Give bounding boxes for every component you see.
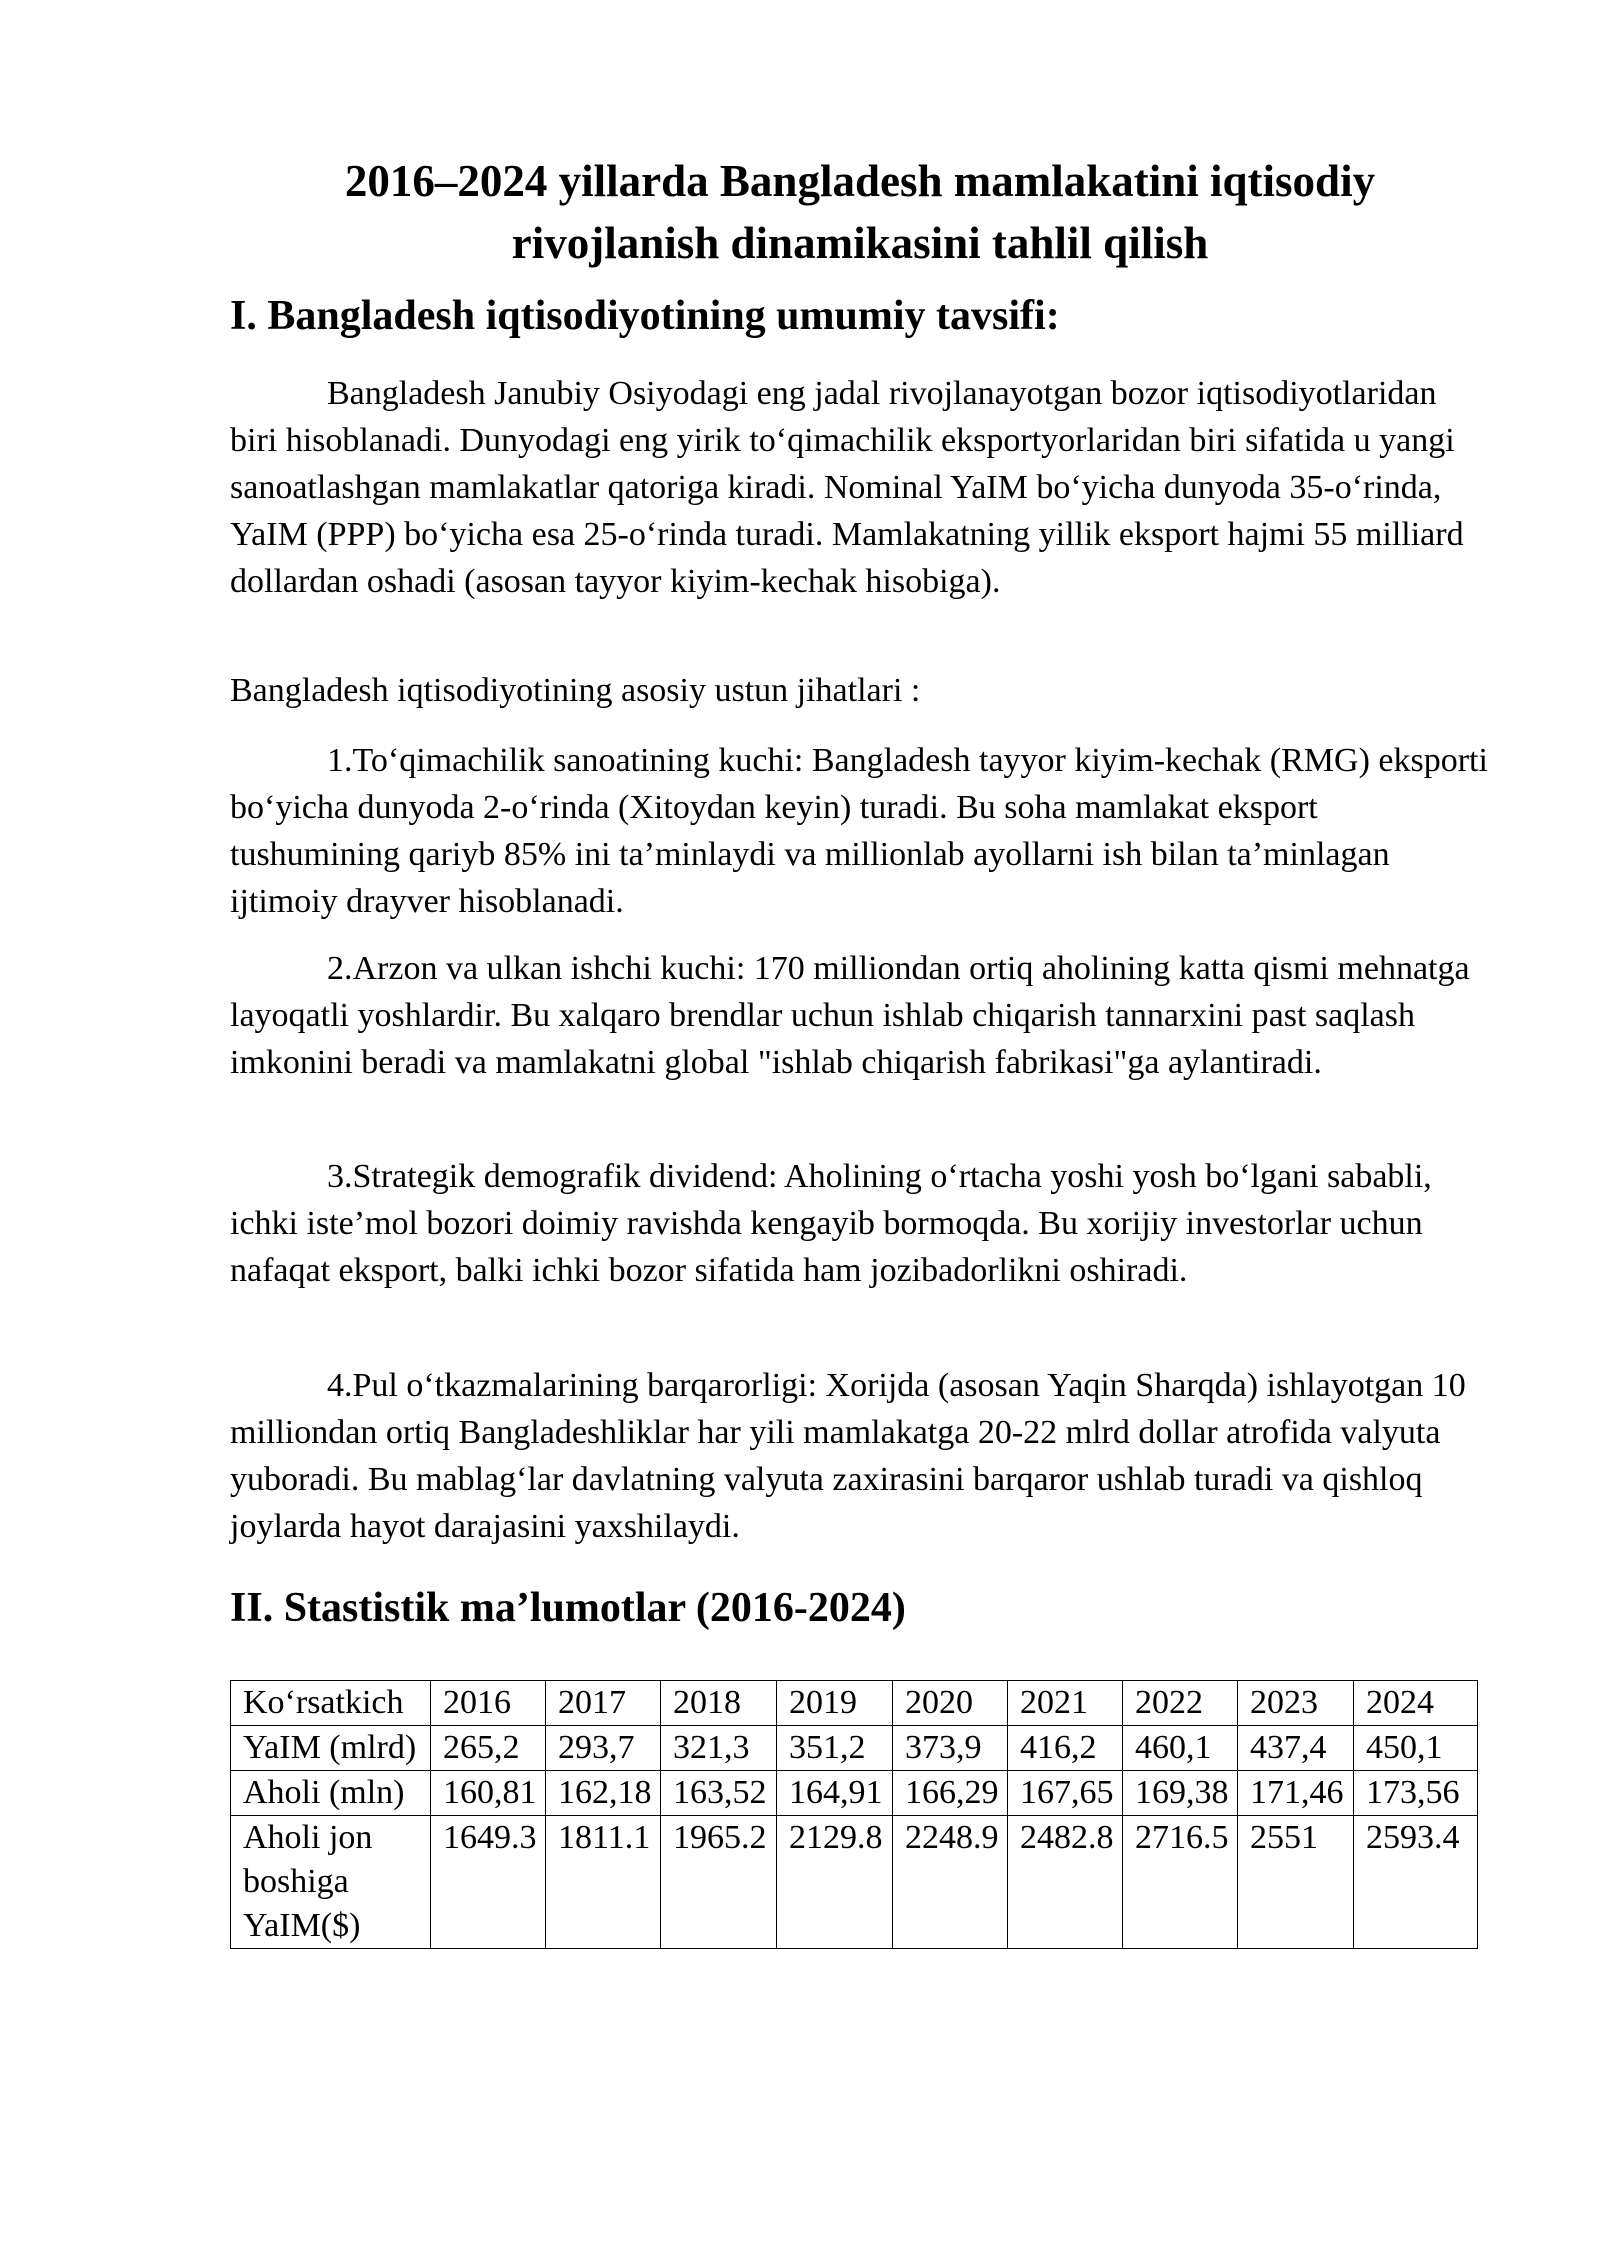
table-cell: 173,56 [1354,1771,1478,1816]
table-cell: 1649.3 [431,1816,546,1949]
table-cell: 321,3 [661,1726,777,1771]
table-cell: 437,4 [1238,1726,1354,1771]
table-cell: 171,46 [1238,1771,1354,1816]
list-item-3: 3.Strategik demografik dividend: Aholining o‘rtacha yoshi yosh bo‘lgani sababli, ichki iste’mol bozori doimiy ravishda kengayib bormoqda. Bu xorijiy investorlar uchun nafaqat eksport, balki ichki bozor sifatida ham jozibadorlikni oshiradi. [230,1158,1432,1289]
table-header-cell: 2024 [1354,1681,1478,1726]
table-header-cell: 2022 [1123,1681,1238,1726]
table-cell: 450,1 [1354,1726,1478,1771]
table-cell: 293,7 [546,1726,661,1771]
intro-paragraph: Bangladesh Janubiy Osiyodagi eng jadal rivojlanayotgan bozor iqtisodiyotlaridan biri hisoblanadi. Dunyodagi eng yirik to‘qimachilik eksportyorlaridan biri sifatida u yangi sanoatlashgan mamlakatlar qatoriga kiradi. Nominal YaIM bo‘yicha dunyoda 35-o‘rinda, YaIM (PPP) bo‘yicha esa 25-o‘rinda turadi. Mamlakatning yillik eksport hajmi 55 milliard dollardan oshadi (asosan tayyor kiyim-kechak hisobiga). [230,375,1464,600]
table-row [231,1771,1478,1816]
list-item-4: 4.Pul o‘tkazmalarining barqarorligi: Xorijda (asosan Yaqin Sharqda) ishlayotgan 10 milliondan ortiq Bangladeshliklar har yili mamlakatga 20-22 mlrd dollar atrofida valyuta yuboradi. Bu mablag‘lar davlatning valyuta zaxirasini barqaror ushlab turadi va qishloq joylarda hayot darajasini yaxshilaydi. [230,1367,1466,1545]
table-cell: 160,81 [431,1771,546,1816]
title-line-1: 2016–2024 yillarda Bangladesh mamlakatini iqtisodiy [344,156,1376,206]
table-cell: 373,9 [893,1726,1008,1771]
table-cell: 2482.8 [1008,1816,1123,1949]
table-row-label: YaIM (mlrd) [231,1726,431,1771]
table-header-cell: 2017 [546,1681,661,1726]
table-header-cell: 2021 [1008,1681,1123,1726]
table-header-cell: 2023 [1238,1681,1354,1726]
table-cell: 1811.1 [546,1816,661,1949]
table-header-cell: 2019 [777,1681,893,1726]
table-cell: 166,29 [893,1771,1008,1816]
table-row-label: Aholi (mln) [231,1771,431,1816]
table-row [231,1726,1478,1771]
table-row-label: Aholi jon boshiga YaIM($) [231,1816,431,1949]
statistics-table [230,1680,1478,1949]
table-cell: 163,52 [661,1771,777,1816]
table-cell: 416,2 [1008,1726,1123,1771]
table-cell: 460,1 [1123,1726,1238,1771]
section-2-heading: II. Stastistik ma’lumotlar (2016-2024) [230,1585,906,1631]
table-cell: 2551 [1238,1816,1354,1949]
table-cell: 2593.4 [1354,1816,1478,1949]
table-cell: 2716.5 [1123,1816,1238,1949]
table-cell: 167,65 [1008,1771,1123,1816]
table-cell: 1965.2 [661,1816,777,1949]
table-cell: 2129.8 [777,1816,893,1949]
table-cell: 2248.9 [893,1816,1008,1949]
table-cell: 351,2 [777,1726,893,1771]
table-header-cell: Ko‘rsatkich [231,1681,431,1726]
table-cell: 162,18 [546,1771,661,1816]
list-intro: Bangladesh iqtisodiyotining asosiy ustun jihatlari : [230,672,921,709]
document-title [230,150,1490,274]
list-item-1: 1.To‘qimachilik sanoatining kuchi: Bangladesh tayyor kiyim-kechak (RMG) eksporti bo‘yicha dunyoda 2-o‘rinda (Xitoydan keyin) turadi. Bu soha mamlakat eksport tushumining qariyb 85% ini ta’minlaydi va millionlab ayollarni ish bilan ta’minlagan ijtimoiy drayver hisoblanadi. [230,742,1488,920]
section-1-heading: I. Bangladesh iqtisodiyotining umumiy tavsifi: [230,293,1060,339]
table-header-cell: 2018 [661,1681,777,1726]
table-row [231,1816,1478,1949]
table-header-cell: 2016 [431,1681,546,1726]
table-header-row [231,1681,1478,1726]
list-item-2: 2.Arzon va ulkan ishchi kuchi: 170 milliondan ortiq aholining katta qismi mehnatga layoqatli yoshlardir. Bu xalqaro brendlar uchun ishlab chiqarish tannarxini past saqlash imkonini beradi va mamlakatni global "ishlab chiqarish fabrikasi"ga aylantiradi. [230,950,1470,1081]
table-cell: 169,38 [1123,1771,1238,1816]
table-cell: 265,2 [431,1726,546,1771]
title-line-2: rivojlanish dinamikasini tahlil qilish [511,218,1209,268]
table-cell: 164,91 [777,1771,893,1816]
table-header-cell: 2020 [893,1681,1008,1726]
